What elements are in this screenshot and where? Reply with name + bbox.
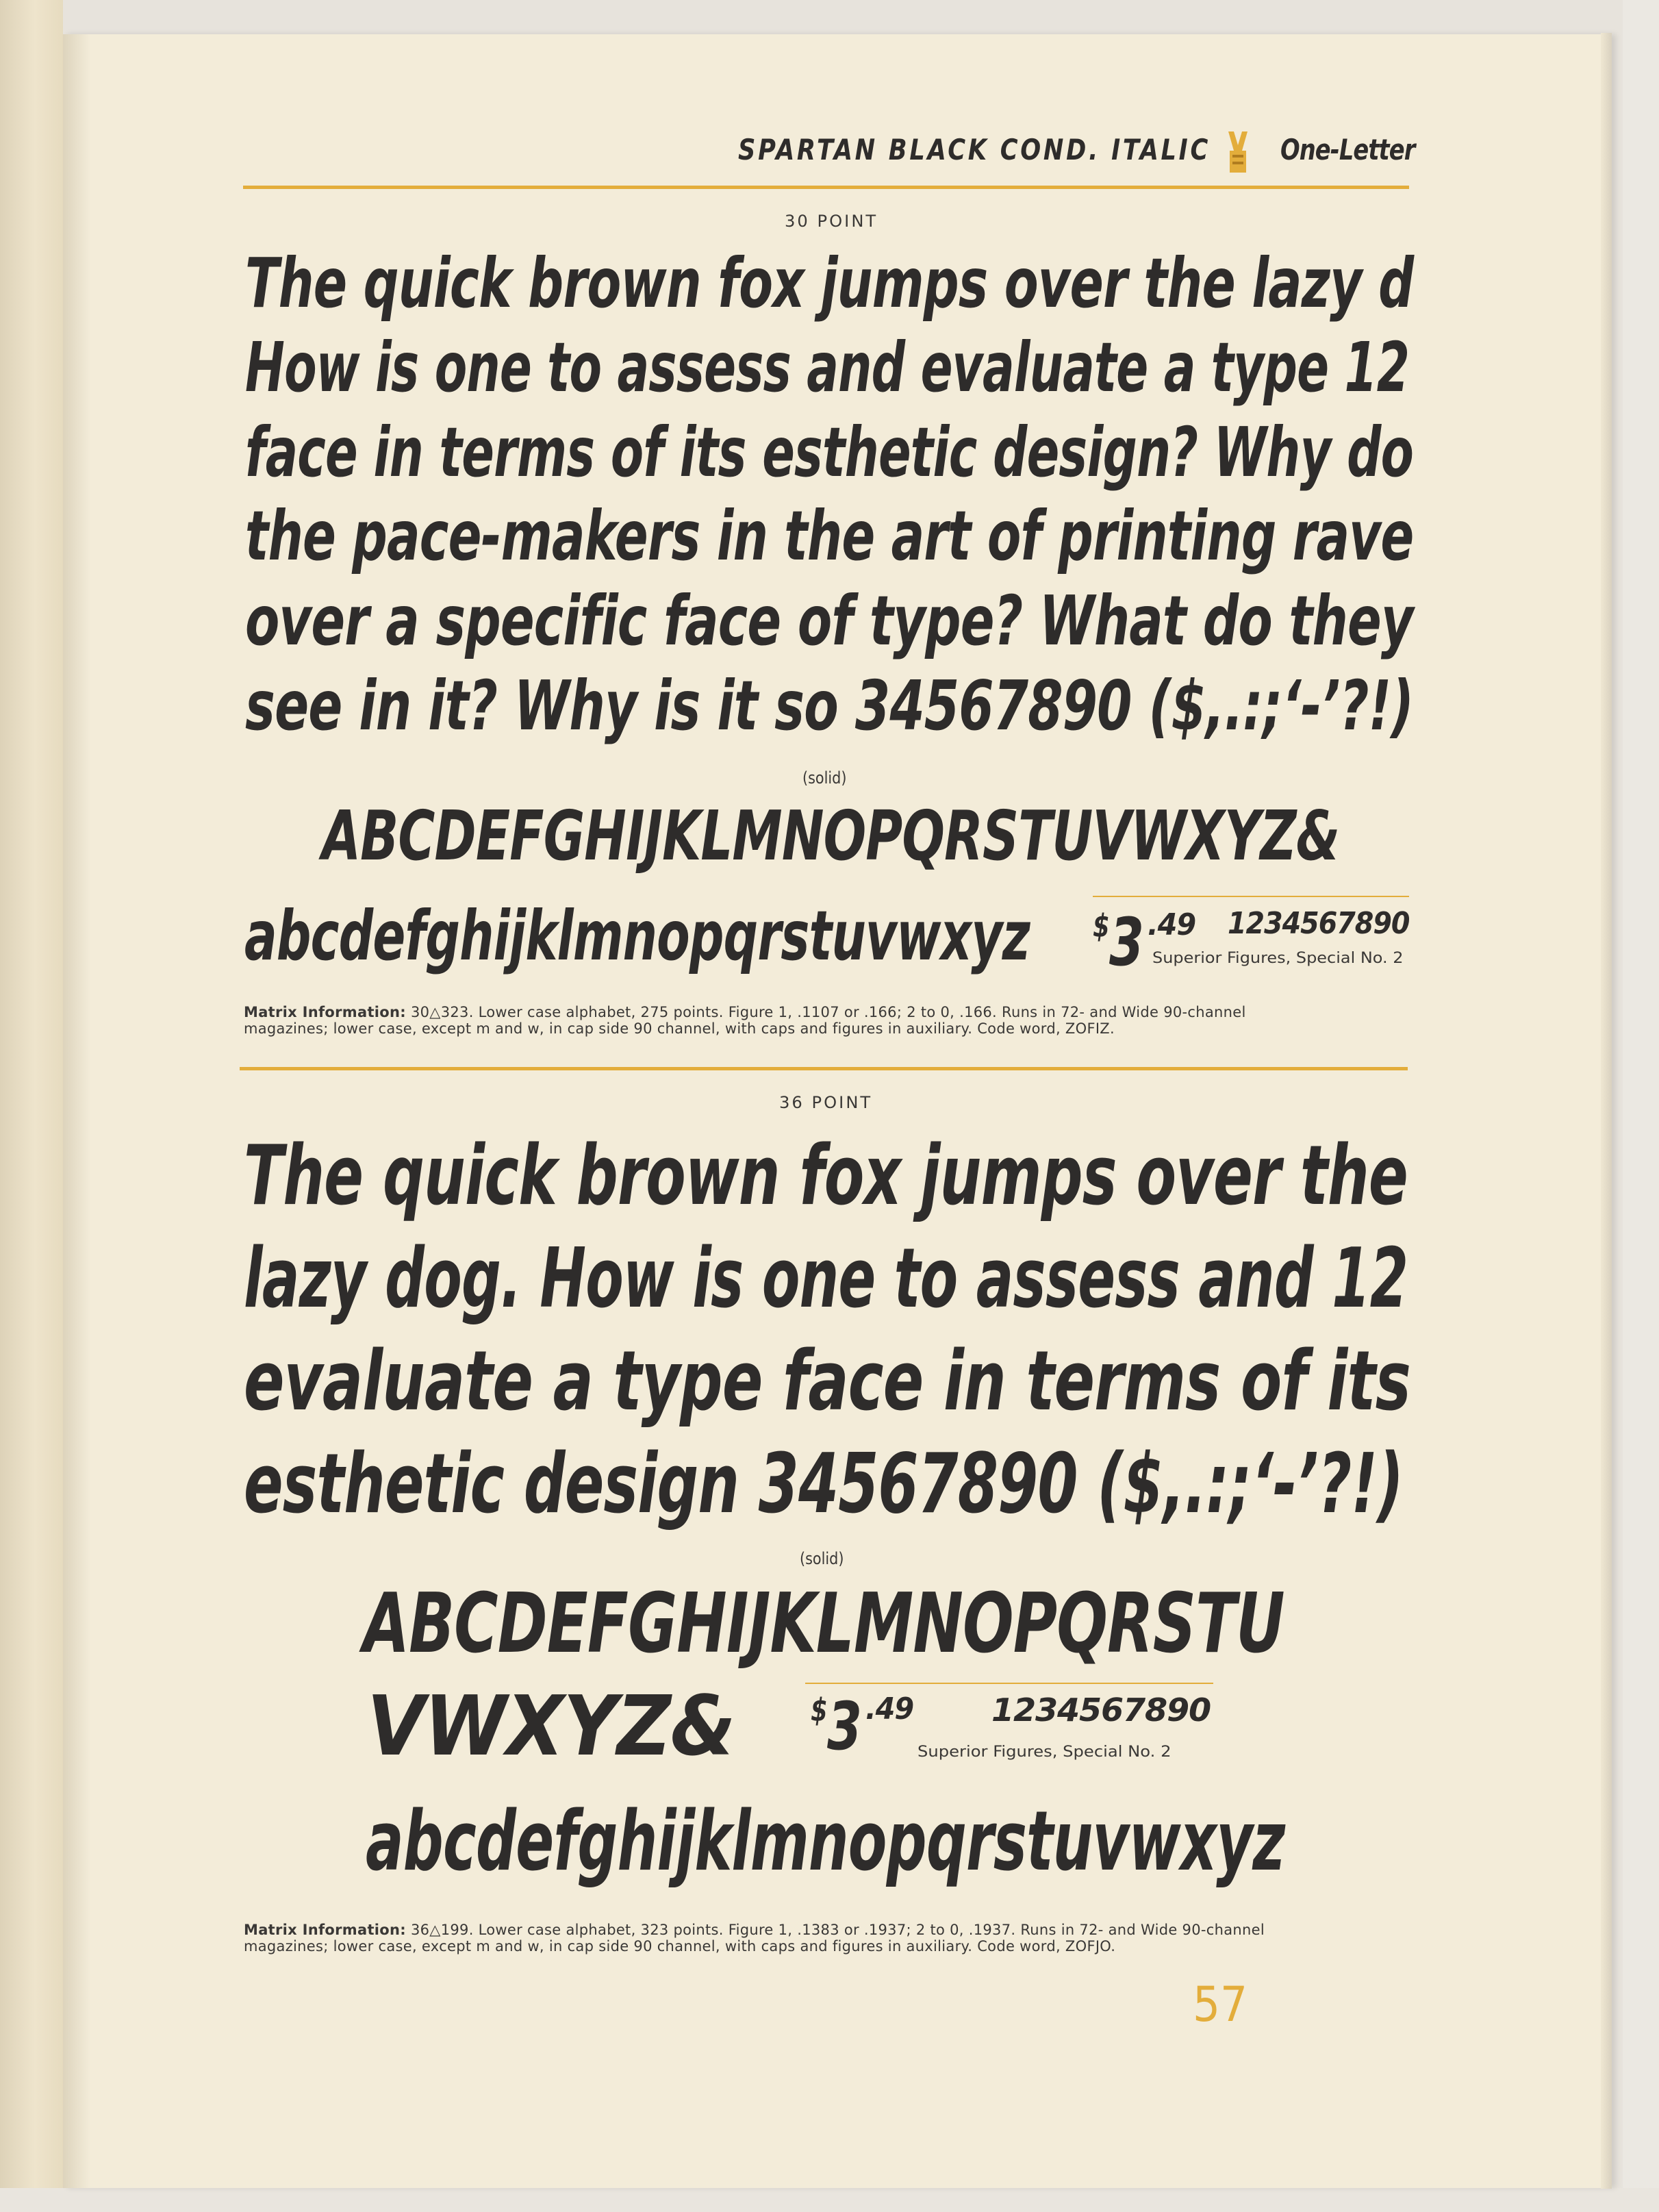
matrix-line bbox=[244, 1004, 1246, 1020]
specimen-line: evaluate a type face in terms of its bbox=[244, 1334, 1410, 1429]
matrix-text: 36△199. Lower case alphabet, 323 points. Figure 1, .1383 or .1937; 2 to 0, .1937. Runs in 72- and Wide 90-channel bbox=[405, 1922, 1265, 1938]
superior-figures-36: 1234567890 bbox=[991, 1692, 1211, 1729]
matrix-title: Matrix Information: bbox=[244, 1922, 406, 1938]
facing-page-edge bbox=[0, 0, 63, 2212]
superior-caption-36: Superior Figures, Special No. 2 bbox=[917, 1744, 1172, 1761]
uppercase-alphabet-36-line2: VWXYZ& bbox=[367, 1679, 735, 1774]
lowercase-alphabet-36: abcdefghijklmnopqrstuvwxyz bbox=[366, 1794, 1285, 1889]
size-label-30: 30 POINT bbox=[785, 212, 878, 231]
superior-figures-30: 1234567890 bbox=[1228, 906, 1410, 941]
background-bottom bbox=[0, 2188, 1659, 2212]
price-cents-30: .49 bbox=[1148, 907, 1196, 942]
matrix-line: magazines; lower case, except m and w, in cap side 90 channel, with caps and figures in auxiliary. Code word, ZOFJO. bbox=[244, 1938, 1116, 1955]
specimen-line: lazy dog. How is one to assess and 12 bbox=[244, 1231, 1408, 1327]
running-head-tag: One-Letter bbox=[1280, 133, 1415, 166]
matrix-line: magazines; lower case, except m and w, in cap side 90 channel, with caps and figures in auxiliary. Code word, ZOFIZ. bbox=[244, 1020, 1115, 1037]
price-whole-36: 3 bbox=[827, 1688, 862, 1765]
page-edge-shadow bbox=[1601, 33, 1612, 2189]
solid-label-36: (solid) bbox=[800, 1549, 844, 1568]
superior-rule-36 bbox=[805, 1683, 1213, 1684]
size-label-36: 36 POINT bbox=[779, 1093, 873, 1112]
lowercase-alphabet-30: abcdefghijklmnopqrstuvwxyz bbox=[244, 896, 1030, 976]
specimen-line: over a specific face of type? What do they bbox=[245, 581, 1413, 661]
running-head-title: SPARTAN BLACK COND. ITALIC bbox=[738, 133, 1211, 166]
specimen-line: The quick brown fox jumps over the bbox=[244, 1129, 1408, 1224]
price-dollar-30: $ bbox=[1093, 907, 1109, 944]
monotype-logo-icon bbox=[1226, 130, 1250, 174]
matrix-text: 30△323. Lower case alphabet, 275 points. Figure 1, .1107 or .166; 2 to 0, .166. Runs in 72- and Wide 90-channel bbox=[405, 1004, 1246, 1020]
page-number: 57 bbox=[1193, 1976, 1248, 2033]
section-divider bbox=[240, 1067, 1408, 1070]
specimen-line: How is one to assess and evaluate a type 12 bbox=[245, 327, 1410, 407]
specimen-line: The quick brown fox jumps over the lazy d bbox=[245, 243, 1414, 323]
uppercase-alphabet-30: ABCDEFGHIJKLMNOPQRSTUVWXYZ& bbox=[322, 796, 1340, 876]
matrix-info-36 bbox=[244, 1922, 1265, 1955]
specimen-line: esthetic design 34567890 ($,.:;‘-’?!) bbox=[244, 1437, 1404, 1532]
solid-label-30: (solid) bbox=[802, 768, 847, 788]
matrix-title: Matrix Information: bbox=[244, 1004, 406, 1020]
specimen-line: the pace-makers in the art of printing rave bbox=[245, 496, 1414, 576]
matrix-line bbox=[244, 1922, 1265, 1938]
superior-rule-30 bbox=[1093, 896, 1409, 897]
superior-caption-30: Superior Figures, Special No. 2 bbox=[1152, 950, 1404, 967]
background-right bbox=[1623, 0, 1659, 2212]
price-cents-36: .49 bbox=[865, 1692, 914, 1726]
uppercase-alphabet-36-line1: ABCDEFGHIJKLMNOPQRSTU bbox=[363, 1576, 1284, 1672]
price-dollar-36: $ bbox=[811, 1692, 827, 1729]
specimen-line: face in terms of its esthetic design? Why do bbox=[245, 412, 1414, 492]
price-whole-30: 3 bbox=[1109, 904, 1144, 981]
gutter-shadow bbox=[63, 34, 90, 2188]
specimen-line: see in it? Why is it so 34567890 ($,.:;‘-’?!) bbox=[245, 666, 1414, 746]
matrix-info-30 bbox=[244, 1004, 1246, 1037]
header-rule bbox=[243, 186, 1409, 189]
